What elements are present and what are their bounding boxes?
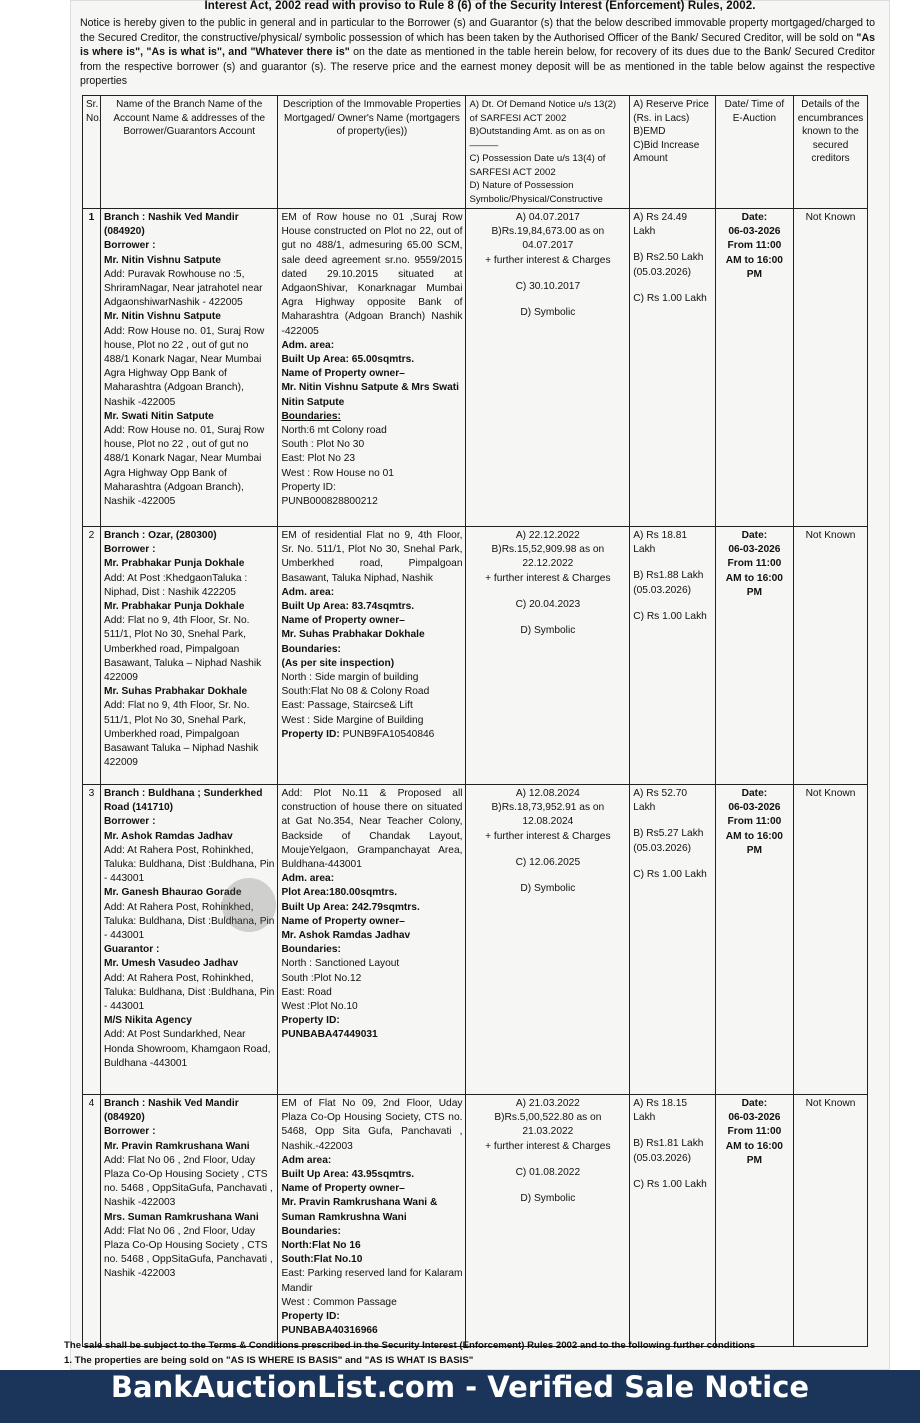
branch-cell: Branch : Nashik Ved Mandir (084920) Borrower : Mr. Pravin Ramkrushana Wani Add: Flat No 06 , 2nd Floor, Uday Plaza Co-Op Housing Society , CTS no. 5468 , OppSitaGufa, Panchavati , Nashik -422003 Mrs. Suman Ramkrushana Wani Add: Flat No 06 , 2nd Floor, Uday Plaza Co-Op Housing Society , CTS no. 5468 , OppSitaGufa, Panchavati , Nashik -422003 [100, 1095, 277, 1347]
notice-title: Interest Act, 2002 read with proviso to Rule 8 (6) of the Security Interest (Enforcement) Rules, 2002. [204, 0, 756, 12]
table-row: 2 Branch : Ozar, (280300) Borrower : Mr. Prabhakar Punja Dokhale Add: At Post :KhedgaonTaluka : Niphad, Dist : Nashik 422205 Mr. Prabhakar Punja Dokhale Add: Flat no 9, 4th Floor, Sr. No. 511/1, Plot No 30, Snehal Park, Umberkhed road, Pimpalgoan Basawant, Taluka – Niphad Nashik 422009 Mr. Suhas Prabhakar Dokhale Add: Flat no 9, 4th Floor, Sr. No. 511/1, Plot No 30, Snehal Park, Umberkhed road, Pimpalgoan Basawant Taluka – Niphad Nashik 422009 EM of residential Flat no 9, 4th Floor, Sr. No. 511/1, Plot No 30, Snehal Park, Umberkhed road, Pimpalgoan Basawant, Taluka Niphad, Nashik Adm. area: Built Up Area: 83.74sqmtrs. Name of Property owner– Mr. Suhas Prabhakar Dokhale Boundaries: (As per site inspection) North : Side margin of building South:Flat No 08 & Colony Road East: Passage, Staircse& Lift West : Side Margine of Building Property ID: PUNB9FA10540846 A) 22.12.2022 B)Rs.15,52,909.98 as on 22.12.2022 + further interest & Charges C) 20.04.2023 D) Symbolic A) Rs 18.81 Lakh B) Rs1.88 Lakh (05.03.2026) C) Rs 1.00 Lakh Date: 06-03-2026 From 11:00 AM to 16:00 PM Not Known [83, 527, 868, 785]
table-header [83, 96, 868, 209]
terms-line-1: 1. The properties are being sold on "AS IS WHERE IS BASIS" and "AS IS WHAT IS BASIS" [64, 1355, 474, 1366]
auction-table [82, 95, 868, 1347]
encumbrance-cell: Not Known [793, 209, 867, 527]
branch-cell: Branch : Ozar, (280300) Borrower : Mr. Prabhakar Punja Dokhale Add: At Post :KhedgaonTaluka : Niphad, Dist : Nashik 422205 Mr. Prabhakar Punja Dokhale Add: Flat no 9, 4th Floor, Sr. No. 511/1, Plot No 30, Snehal Park, Umberkhed road, Pimpalgoan Basawant, Taluka – Niphad Nashik 422009 Mr. Suhas Prabhakar Dokhale Add: Flat no 9, 4th Floor, Sr. No. 511/1, Plot No 30, Snehal Park, Umberkhed road, Pimpalgoan Basawant Taluka – Niphad Nashik 422009 [100, 527, 277, 785]
encumbrance-cell: Not Known [793, 1095, 867, 1347]
col-branch: Name of the Branch Name of the Account Name & addresses of the Borrower/Guarantors Account [100, 96, 277, 209]
table-row: 1 Branch : Nashik Ved Mandir (084920) Borrower : Mr. Nitin Vishnu Satpute Add: Puravak Rowhouse no :5, ShriramNagar, Near jatrahotel near AdgaonshiwarNashik - 422005 Mr. Nitin Vishnu Satpute Add: Row House no. 01, Suraj Row house, Plot no 22 , out of gut no 488/1 Konark Nagar, Near Mumbai Agra Highway Opp Bank of Maharashtra (Adgoan Branch), Nashik -422005 Mr. Swati Nitin Satpute Add: Row House no. 01, Suraj Row house, Plot no 22 , out of gut no 488/1 Konark Nagar, Near Mumbai Agra Highway Opp Bank of Maharashtra (Adgoan Branch), Nashik -422005 EM of Row house no 01 ,Suraj Row House constructed on Plot no 22, out of gut no 488/1, admesuring 65.00 SCM, sale deed agreement sr.no. 9559/2015 dated 29.10.2015 situated at AdgaonShivar, Konarknagar Mumbai Agra Highway opposite Bank of Maharashtra (Adgoan Branch) Nashik -422005 Adm. area: Built Up Area: 65.00sqmtrs. Name of Property owner– Mr. Nitin Vishnu Satpute & Mrs Swati Nitin Satpute Boundaries: North:6 mt Colony road South : Plot No 30 East: Plot No 23 West : Row House no 01 Property ID: PUNB000828800212 A) 04.07.2017 B)Rs.19,84,673.00 as on 04.07.2017 + further interest & Charges C) 30.10.2017 D) Symbolic A) Rs 24.49 Lakh B) Rs2.50 Lakh (05.03.2026) C) Rs 1.00 Lakh Date: 06-03-2026 From 11:00 AM to 16:00 PM Not Known [83, 209, 868, 527]
table-row: 4 Branch : Nashik Ved Mandir (084920) Borrower : Mr. Pravin Ramkrushana Wani Add: Flat No 06 , 2nd Floor, Uday Plaza Co-Op Housing Society , CTS no. 5468 , OppSitaGufa, Panchavati , Nashik -422003 Mrs. Suman Ramkrushana Wani Add: Flat No 06 , 2nd Floor, Uday Plaza Co-Op Housing Society , CTS no. 5468 , OppSitaGufa, Panchavati , Nashik -422003 EM of Flat No 09, 2nd Floor, Uday Plaza Co-Op Housing Society, CTS no. 5468, Opp Sita Gufa, Panchavati , Nashik.-422003 Adm area: Built Up Area: 43.95sqmtrs. Name of Property owner– Mr. Pravin Ramkrushana Wani & Suman Ramkrushna Wani Boundaries: North:Flat No 16 South:Flat No.10 East: Parking reserved land for Kalaram Mandir West : Common Passage Property ID: PUNBABA40316966 A) 21.03.2022 B)Rs.5,00,522.80 as on 21.03.2022 + further interest & Charges C) 01.08.2022 D) Symbolic A) Rs 18.15 Lakh B) Rs1.81 Lakh (05.03.2026) C) Rs 1.00 Lakh Date: 06-03-2026 From 11:00 AM to 16:00 PM Not Known [83, 1095, 868, 1347]
ink-stamp-mark [222, 878, 276, 932]
branch-cell: Branch : Buldhana ; Sunderkhed Road (141710) Borrower : Mr. Ashok Ramdas Jadhav Add: At Rahera Post, Rohinkhed, Taluka: Buldhana, Dist :Buldhana, Pin - 443001 Mr. Ganesh Bhaurao Gorade Add: At Rahera Post, Rohinkhed, Taluka: Buldhana, Dist :Buldhana, Pin - 443001 Guarantor : Mr. Umesh Vasudeo Jadhav Add: At Rahera Post, Rohinkhed, Taluka: Buldhana, Dist :Buldhana, Pin - 443001 M/S Nikita Agency Add: At Post Sundarkhed, Near Honda Showroom, Khamgaon Road, Buldhana -443001 [100, 785, 277, 1095]
col-reserve: A) Reserve Price (Rs. in Lacs) B)EMD C)Bid Increase Amount [630, 96, 716, 209]
branch-cell: Branch : Nashik Ved Mandir (084920) Borrower : Mr. Nitin Vishnu Satpute Add: Puravak Rowhouse no :5, ShriramNagar, Near jatrahotel near AdgaonshiwarNashik - 422005 Mr. Nitin Vishnu Satpute Add: Row House no. 01, Suraj Row house, Plot no 22 , out of gut no 488/1 Konark Nagar, Near Mumbai Agra Highway Opp Bank of Maharashtra (Adgoan Branch), Nashik -422005 Mr. Swati Nitin Satpute Add: Row House no. 01, Suraj Row house, Plot no 22 , out of gut no 488/1 Konark Nagar, Near Mumbai Agra Highway Opp Bank of Maharashtra (Adgoan Branch), Nashik -422005 [100, 209, 277, 527]
auction-cell: Date: 06-03-2026 From 11:00 AM to 16:00 PM [715, 527, 793, 785]
table-row: 3 Branch : Buldhana ; Sunderkhed Road (141710) Borrower : Mr. Ashok Ramdas Jadhav Add: At Rahera Post, Rohinkhed, Taluka: Buldhana, Dist :Buldhana, Pin - 443001 Mr. Ganesh Bhaurao Gorade Add: At Rahera Post, Rohinkhed, Taluka: Buldhana, Dist :Buldhana, Pin - 443001 Guarantor : Mr. Umesh Vasudeo Jadhav Add: At Rahera Post, Rohinkhed, Taluka: Buldhana, Dist :Buldhana, Pin - 443001 M/S Nikita Agency Add: At Post Sundarkhed, Near Honda Showroom, Khamgaon Road, Buldhana -443001 Add: Plot No.11 & Proposed all construction of house there on situated at Gat No.354, Near Teacher Colony, Backside of Chandak Layout, MoujeYelgaon, Grampanchayat Area, Buldhana-443001 Adm. area: Plot Area:180.00sqmtrs. Built Up Area: 242.79sqmtrs. Name of Property owner– Mr. Ashok Ramdas Jadhav Boundaries: North : Sanctioned Layout South :Plot No.12 East: Road West :Plot No.10 Property ID: PUNBABA47449031 A) 12.08.2024 B)Rs.18,73,952.91 as on 12.08.2024 + further interest & Charges C) 12.06.2025 D) Symbolic A) Rs 52.70 Lakh B) Rs5.27 Lakh (05.03.2026) C) Rs 1.00 Lakh Date: 06-03-2026 From 11:00 AM to 16:00 PM Not Known [83, 785, 868, 1095]
watermark-banner: BankAuctionList.com - Verified Sale Notice [0, 1370, 920, 1423]
terms-line: The sale shall be subject to the Terms & Conditions prescribed in the Security Interest (Enforcement) Rules 2002 and to the following further conditions [64, 1340, 756, 1351]
dates-cell: A) 12.08.2024 B)Rs.18,73,952.91 as on 12.08.2024 + further interest & Charges C) 12.06.2025 D) Symbolic [466, 785, 630, 1095]
encumbrance-cell: Not Known [793, 785, 867, 1095]
col-sr: Sr. No. [83, 96, 101, 209]
notice-intro: Notice is hereby given to the public in general and in particular to the Borrower (s) and Guarantor (s) that the below described immovable property mortgaged/charged to the Secured Creditor, the constructive/physical/ symbolic possession of which has been taken by the Authorised Officer of the Bank/ Secured Creditor, will be sold on "As is where is", "As is what is", and "Whatever there is" on the date as mentioned in the table herein below, for recovery of its dues due to the Bank/ Secured Creditor from the respective borrower (s) and guarantor (s). The reserve price and the earnest money deposit will be as mentioned in the table below against the respective properties [80, 17, 875, 88]
dates-cell: A) 04.07.2017 B)Rs.19,84,673.00 as on 04.07.2017 + further interest & Charges C) 30.10.2017 D) Symbolic [466, 209, 630, 527]
reserve-cell: A) Rs 18.81 Lakh B) Rs1.88 Lakh (05.03.2026) C) Rs 1.00 Lakh [630, 527, 716, 785]
dates-cell: A) 21.03.2022 B)Rs.5,00,522.80 as on 21.03.2022 + further interest & Charges C) 01.08.2022 D) Symbolic [466, 1095, 630, 1347]
auction-cell: Date: 06-03-2026 From 11:00 AM to 16:00 PM [715, 1095, 793, 1347]
col-property: Description of the Immovable Properties Mortgaged/ Owner's Name (mortgagers of property(ies)) [278, 96, 466, 209]
encumbrance-cell: Not Known [793, 527, 867, 785]
auction-cell: Date: 06-03-2026 From 11:00 AM to 16:00 PM [715, 209, 793, 527]
col-encumbrance: Details of the encumbrances known to the secured creditors [793, 96, 867, 209]
auction-cell: Date: 06-03-2026 From 11:00 AM to 16:00 PM [715, 785, 793, 1095]
reserve-cell: A) Rs 18.15 Lakh B) Rs1.81 Lakh (05.03.2026) C) Rs 1.00 Lakh [630, 1095, 716, 1347]
property-cell: Add: Plot No.11 & Proposed all construction of house there on situated at Gat No.354, Near Teacher Colony, Backside of Chandak Layout, MoujeYelgaon, Grampanchayat Area, Buldhana-443001 Adm. area: Plot Area:180.00sqmtrs. Built Up Area: 242.79sqmtrs. Name of Property owner– Mr. Ashok Ramdas Jadhav Boundaries: North : Sanctioned Layout South :Plot No.12 East: Road West :Plot No.10 Property ID: PUNBABA47449031 [278, 785, 466, 1095]
property-cell: EM of Flat No 09, 2nd Floor, Uday Plaza Co-Op Housing Society, CTS no. 5468, Opp Sita Gufa, Panchavati , Nashik.-422003 Adm area: Built Up Area: 43.95sqmtrs. Name of Property owner– Mr. Pravin Ramkrushana Wani & Suman Ramkrushna Wani Boundaries: North:Flat No 16 South:Flat No.10 East: Parking reserved land for Kalaram Mandir West : Common Passage Property ID: PUNBABA40316966 [278, 1095, 466, 1347]
col-auction: Date/ Time of E-Auction [715, 96, 793, 209]
property-cell: EM of Row house no 01 ,Suraj Row House constructed on Plot no 22, out of gut no 488/1, admesuring 65.00 SCM, sale deed agreement sr.no. 9559/2015 dated 29.10.2015 situated at AdgaonShivar, Konarknagar Mumbai Agra Highway opposite Bank of Maharashtra (Adgoan Branch) Nashik -422005 Adm. area: Built Up Area: 65.00sqmtrs. Name of Property owner– Mr. Nitin Vishnu Satpute & Mrs Swati Nitin Satpute Boundaries: North:6 mt Colony road South : Plot No 30 East: Plot No 23 West : Row House no 01 Property ID: PUNB000828800212 [278, 209, 466, 527]
col-dates: A) Dt. Of Demand Notice u/s 13(2) of SARFESI ACT 2002 B)Outstanding Amt. as on as on ——— C) Possession Date u/s 13(4) of SARFESI ACT 2002 D) Nature of Possession Symbolic/Physical/Constructive [466, 96, 630, 209]
reserve-cell: A) Rs 24.49 Lakh B) Rs2.50 Lakh (05.03.2026) C) Rs 1.00 Lakh [630, 209, 716, 527]
page-margin [0, 0, 70, 1370]
property-cell: EM of residential Flat no 9, 4th Floor, Sr. No. 511/1, Plot No 30, Snehal Park, Umberkhed road, Pimpalgoan Basawant, Taluka Niphad, Nashik Adm. area: Built Up Area: 83.74sqmtrs. Name of Property owner– Mr. Suhas Prabhakar Dokhale Boundaries: (As per site inspection) North : Side margin of building South:Flat No 08 & Colony Road East: Passage, Staircse& Lift West : Side Margine of Building Property ID: PUNB9FA10540846 [278, 527, 466, 785]
reserve-cell: A) Rs 52.70 Lakh B) Rs5.27 Lakh (05.03.2026) C) Rs 1.00 Lakh [630, 785, 716, 1095]
dates-cell: A) 22.12.2022 B)Rs.15,52,909.98 as on 22.12.2022 + further interest & Charges C) 20.04.2023 D) Symbolic [466, 527, 630, 785]
